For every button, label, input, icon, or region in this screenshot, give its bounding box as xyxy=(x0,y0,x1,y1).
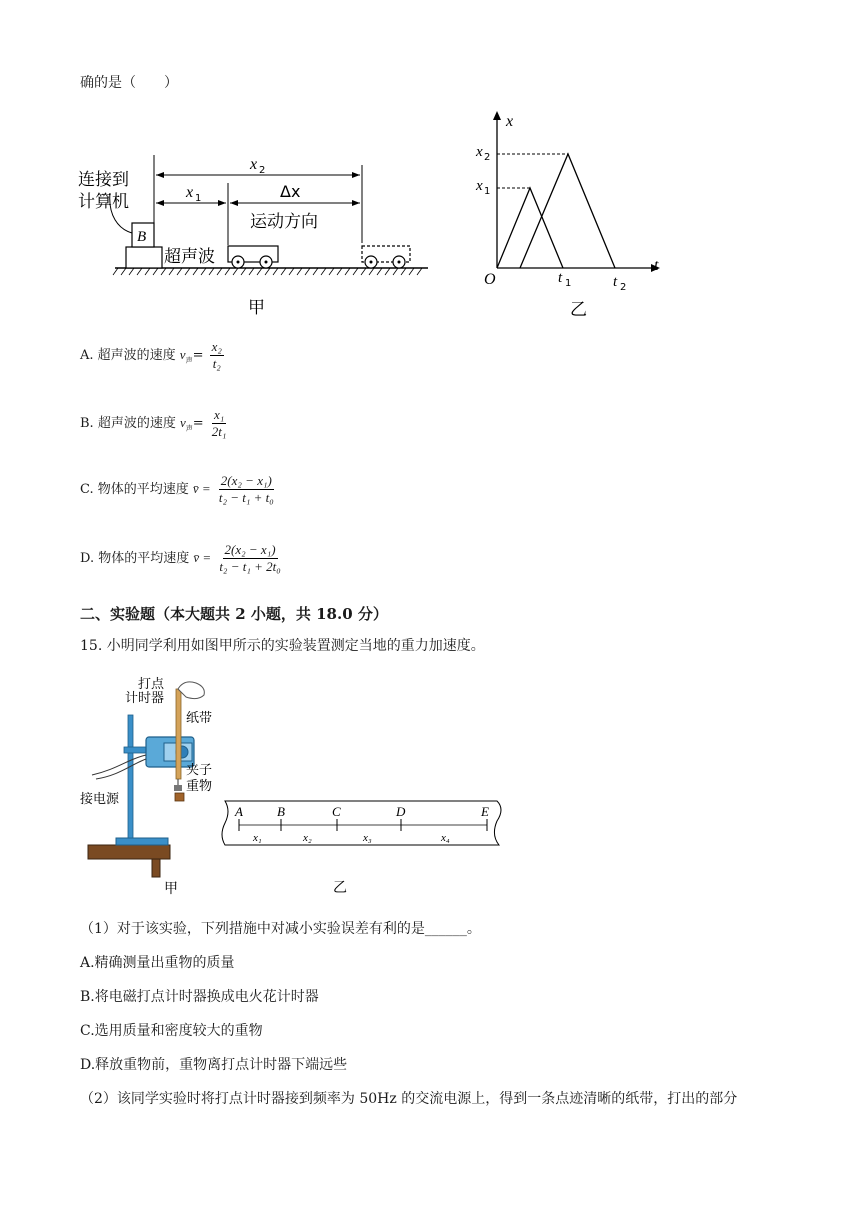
option-d xyxy=(80,543,285,574)
figure-jia-ultrasonic xyxy=(78,145,440,320)
option-c xyxy=(80,474,278,505)
x2-tick-label: x xyxy=(476,144,483,160)
label-timer-1: 打点 xyxy=(138,677,165,692)
option-b-sub: 声 xyxy=(185,424,193,433)
figure15-jia-apparatus xyxy=(78,675,228,900)
option-b-num: x₁ xyxy=(213,407,225,422)
label-tape: 纸带 xyxy=(186,711,213,726)
t1-sub: 1 xyxy=(565,278,572,289)
figure-jia-caption: 甲 xyxy=(248,298,265,318)
q15-stem: 15. 小明同学利用如图甲所示的实验装置测定当地的重力加速度。 xyxy=(80,638,485,654)
segment-x3: x₃ xyxy=(363,832,372,844)
x2-sub: 2 xyxy=(259,165,266,176)
option-b-den: 2t₁ xyxy=(211,424,227,439)
connect-label-2: 计算机 xyxy=(78,192,129,212)
figure15-yi-caption: 乙 xyxy=(333,880,347,896)
q15-choice-d: D.释放重物前，重物离打点计时器下端远些 xyxy=(80,1057,348,1073)
point-d: D xyxy=(396,804,406,819)
option-d-fraction xyxy=(217,543,282,574)
option-c-num: 2(x₂ − x₁) xyxy=(220,473,272,488)
point-a: A xyxy=(235,804,243,819)
x1-label: x xyxy=(186,184,194,201)
option-b-fraction xyxy=(210,408,229,439)
x1-sub: 1 xyxy=(195,193,202,204)
q15-choice-b: B.将电磁打点计时器换成电火花计时器 xyxy=(80,989,319,1005)
x1-tick-label: x xyxy=(476,178,483,194)
segment-x4: x₄ xyxy=(441,832,450,844)
origin-label: O xyxy=(484,271,496,288)
label-power: 接电源 xyxy=(80,792,120,807)
t2-sub: 2 xyxy=(620,282,627,293)
wave-label: 超声波 xyxy=(164,247,215,267)
figure-yi-caption: 乙 xyxy=(570,300,587,320)
y-axis-label: x xyxy=(506,113,514,130)
dx-label: Δx xyxy=(280,182,301,201)
option-a-den: t₂ xyxy=(212,356,221,371)
label-clip: 夹子 xyxy=(186,763,213,778)
option-b-var: v xyxy=(179,415,186,430)
point-c: C xyxy=(332,804,341,819)
option-c-den: t₂ − t₁ + t₀ xyxy=(218,490,274,505)
option-a-num: x₂ xyxy=(211,339,222,354)
option-d-den: t₂ − t₁ + 2t₀ xyxy=(219,559,281,574)
option-d-var: v̄ = xyxy=(193,550,212,565)
intro-line: 确的是（ ） xyxy=(80,75,178,91)
option-b: B. 超声波的速度 $v_声=$ $\frac{\text{x₁}}{\text{2t₁}}$ xyxy=(80,407,227,439)
x2-tick-sub: 2 xyxy=(484,152,491,163)
option-c-text: C. 物体的平均速度 xyxy=(80,482,189,497)
direction-label: 运动方向 xyxy=(250,212,318,232)
option-a-text: A. 超声波的速度 xyxy=(80,348,176,363)
sensor-b-label: B xyxy=(137,229,147,245)
label-timer-2: 计时器 xyxy=(125,691,165,706)
option-a: A. 超声波的速度 $v_声=$ $\frac{\text{x₂}}{\text{t₂}}$ xyxy=(80,339,222,371)
x1-tick-sub: 1 xyxy=(484,186,491,197)
option-c-var: v̄ = xyxy=(192,481,211,496)
option-d-text: D. 物体的平均速度 xyxy=(80,551,190,566)
t1-label: t xyxy=(558,270,563,286)
label-weight: 重物 xyxy=(186,779,213,794)
point-e: E xyxy=(481,804,489,819)
point-b: B xyxy=(277,804,285,819)
segment-x1: x₁ xyxy=(253,832,262,844)
option-d-num: 2(x₂ − x₁) xyxy=(224,542,276,557)
figure15-yi-tape xyxy=(215,795,515,900)
option-c-fraction xyxy=(217,474,276,505)
option-a-var: v xyxy=(179,347,186,362)
figure15-jia-caption: 甲 xyxy=(164,881,178,897)
q15-part1: （1）对于该实验，下列措施中对减小实验误差有利的是______。 xyxy=(80,921,481,937)
section-title: 二、实验题（本大题共 2 小题，共 18.0 分） xyxy=(80,605,388,623)
option-b-text: B. 超声波的速度 xyxy=(80,416,176,431)
q15-part2: （2）该同学实验时将打点计时器接到频率为 50Hz 的交流电源上，得到一条点迹清晰的纸带，打出的部分 xyxy=(80,1091,738,1107)
x-axis-label: t xyxy=(654,257,659,274)
q15-choice-c: C.选用质量和密度较大的重物 xyxy=(80,1023,263,1039)
option-a-sub: 声 xyxy=(185,356,193,365)
option-a-fraction xyxy=(210,340,224,371)
segment-x2: x₂ xyxy=(303,832,312,844)
x2-label: x xyxy=(250,156,258,173)
q15-choice-a: A.精确测量出重物的质量 xyxy=(80,955,235,971)
t2-label: t xyxy=(613,274,618,290)
figure-yi-xt-graph xyxy=(470,108,680,318)
connect-label-1: 连接到 xyxy=(78,170,129,190)
